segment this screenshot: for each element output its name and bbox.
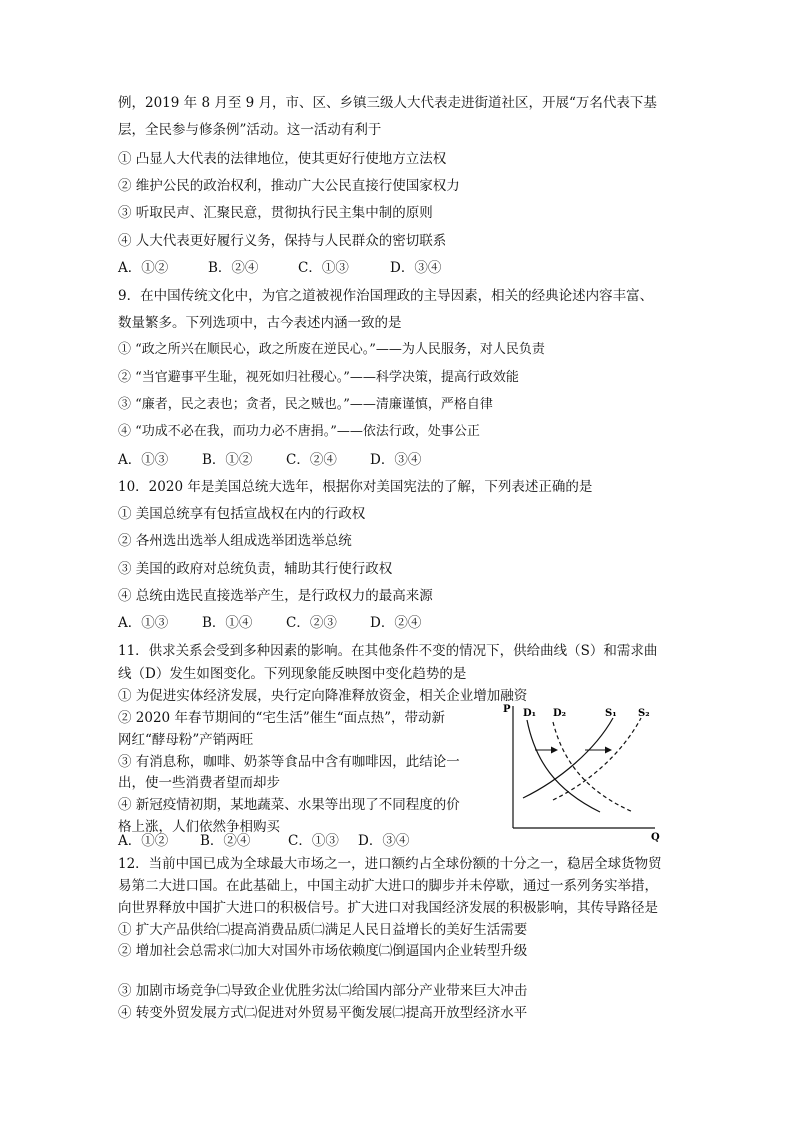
q9-option-d[interactable]: D．③④	[370, 452, 422, 468]
d2-label: D₂	[553, 708, 567, 719]
q10-option-d[interactable]: D．②④	[370, 615, 422, 631]
q8-stem-line1: 例，2019 年 8 月至 9 月，市、区、乡镇三级人大代表走进街道社区，开展“万名代表下基	[118, 95, 657, 111]
q8-option-b[interactable]: B．②④	[208, 260, 259, 276]
q10-option-c[interactable]: C．②③	[286, 615, 337, 631]
q11-option-b[interactable]: B．②④	[200, 833, 251, 849]
q9-option-c[interactable]: C．②④	[286, 452, 337, 468]
q8-item-4: ④ 人大代表更好履行义务，保持与人民群众的密切联系	[118, 233, 447, 249]
q11-item-3-line1: ③ 有消息称，咖啡、奶茶等食品中含有咖啡因，此结论一	[118, 754, 460, 770]
q11-item-2-line2: 网红“酵母粉”产销两旺	[118, 732, 254, 748]
q10-option-b[interactable]: B．①④	[202, 615, 253, 631]
q11-item-4-line2: 格上涨，人们依然争相购买	[118, 819, 280, 835]
x-axis-label: Q	[651, 832, 660, 843]
q9-item-1: ① “政之所兴在顺民心，政之所废在逆民心。”——为人民服务，对人民负责	[118, 342, 545, 357]
q9-stem-line1: 9．在中国传统文化中，为官之道被视作治国理政的主导因素，相关的经典论述内容丰富、	[118, 288, 654, 304]
supply-demand-figure	[505, 700, 670, 845]
q10-item-2: ② 各州选出选举人组成选举团选举总统	[118, 533, 352, 549]
q10-item-1: ① 美国总统享有包括宣战权在内的行政权	[118, 506, 366, 522]
demand-curve-d2	[553, 722, 633, 812]
q11-option-c[interactable]: C．①③	[288, 833, 339, 849]
q11-item-1: ① 为促进实体经济发展，央行定向降准释放资金，相关企业增加融资	[118, 688, 528, 704]
q8-item-2: ② 维护公民的政治权利，推动广大公民直接行使国家权力	[118, 178, 460, 194]
q8-option-c[interactable]: C．①③	[298, 260, 349, 276]
q9-option-b[interactable]: B．①②	[202, 452, 253, 468]
q12-stem-line1: 12．当前中国已成为全球最大市场之一，进口额约占全球份额的十分之一，稳居全球货物贸	[118, 856, 662, 872]
s1-label: S₁	[605, 708, 617, 719]
supply-curve-s2	[553, 718, 641, 800]
q12-item-3: ③ 加剧市场竞争㈡导致企业优胜劣汰㈡给国内部分产业带来巨大冲击	[118, 983, 528, 999]
y-axis-label: P	[503, 704, 511, 715]
q8-option-a[interactable]: A．①②	[118, 260, 169, 276]
q10-stem: 10．2020 年是美国总统大选年，根据你对美国宪法的了解，下列表述正确的是	[118, 479, 593, 495]
q8-item-1: ① 凸显人大代表的法律地位，使其更好行使地方立法权	[118, 151, 447, 167]
s2-label: S₂	[638, 708, 650, 719]
q10-option-a[interactable]: A．①③	[118, 615, 169, 631]
d1-label: D₁	[523, 708, 537, 719]
q11-option-a[interactable]: A．①②	[118, 833, 169, 849]
q11-stem-line2: 线（D）发生如图变化。下列现象能反映图中变化趋势的是	[118, 666, 467, 682]
q11-item-2-line1: ② 2020 年春节期间的“宅生活”催生“面点热”，带动新	[118, 710, 446, 726]
q8-option-d[interactable]: D．③④	[390, 260, 442, 276]
q10-options	[118, 614, 421, 632]
q12-item-1: ① 扩大产品供给㈡提高消费品质㈡满足人民日益增长的美好生活需要	[118, 922, 528, 938]
q9-stem-line2: 数量繁多。下列选项中，古今表述内涵一致的是	[118, 315, 402, 331]
q8-options	[118, 259, 441, 277]
supply-curve-s1	[523, 718, 613, 798]
q12-item-2: ② 增加社会总需求㈡加大对国外市场依赖度㈡倒逼国内企业转型升级	[118, 943, 528, 959]
q9-option-a[interactable]: A．①③	[118, 452, 169, 468]
q11-stem-line1: 11．供求关系会受到多种因素的影响。在其他条件不变的情况下，供给曲线（S）和需求曲	[118, 643, 658, 659]
q9-options	[118, 451, 421, 469]
q10-item-3: ③ 美国的政府对总统负责，辅助其行使行政权	[118, 561, 393, 577]
q8-stem-line2: 层，全民参与修条例”活动。这一活动有利于	[118, 122, 382, 138]
q9-item-4: ④ “功成不必在我，而功力必不唐捐。”——依法行政，处事公正	[118, 424, 480, 439]
q9-item-3: ③ “廉者，民之表也；贪者，民之贼也。”——清廉谨慎，严格自律	[118, 397, 493, 412]
q11-item-4-line1: ④ 新冠疫情初期，某地蔬菜、水果等出现了不同程度的价	[118, 797, 460, 813]
q8-item-3: ③ 听取民声、汇聚民意，贯彻执行民主集中制的原则	[118, 205, 433, 221]
q12-item-4: ④ 转变外贸发展方式㈡促进对外贸易平衡发展㈡提高开放型经济水平	[118, 1005, 528, 1021]
q11-item-3-line2: 出，使一些消费者望而却步	[118, 775, 280, 791]
demand-curve-d1	[527, 720, 600, 812]
q9-item-2: ② “当官避事平生耻，视死如归社稷心。”——科学决策，提高行政效能	[118, 370, 519, 385]
q12-stem-line2: 易第二大进口国。在此基础上，中国主动扩大进口的脚步并未停歇，通过一系列务实举措，	[118, 878, 658, 894]
q11-options	[118, 832, 409, 850]
q10-item-4: ④ 总统由选民直接选举产生，是行政权力的最高来源	[118, 588, 433, 604]
q11-option-d[interactable]: D．③④	[358, 833, 410, 849]
q12-stem-line3: 向世界释放中国扩大进口的积极信号。扩大进口对我国经济发展的积极影响，其传导路径是	[118, 900, 658, 916]
